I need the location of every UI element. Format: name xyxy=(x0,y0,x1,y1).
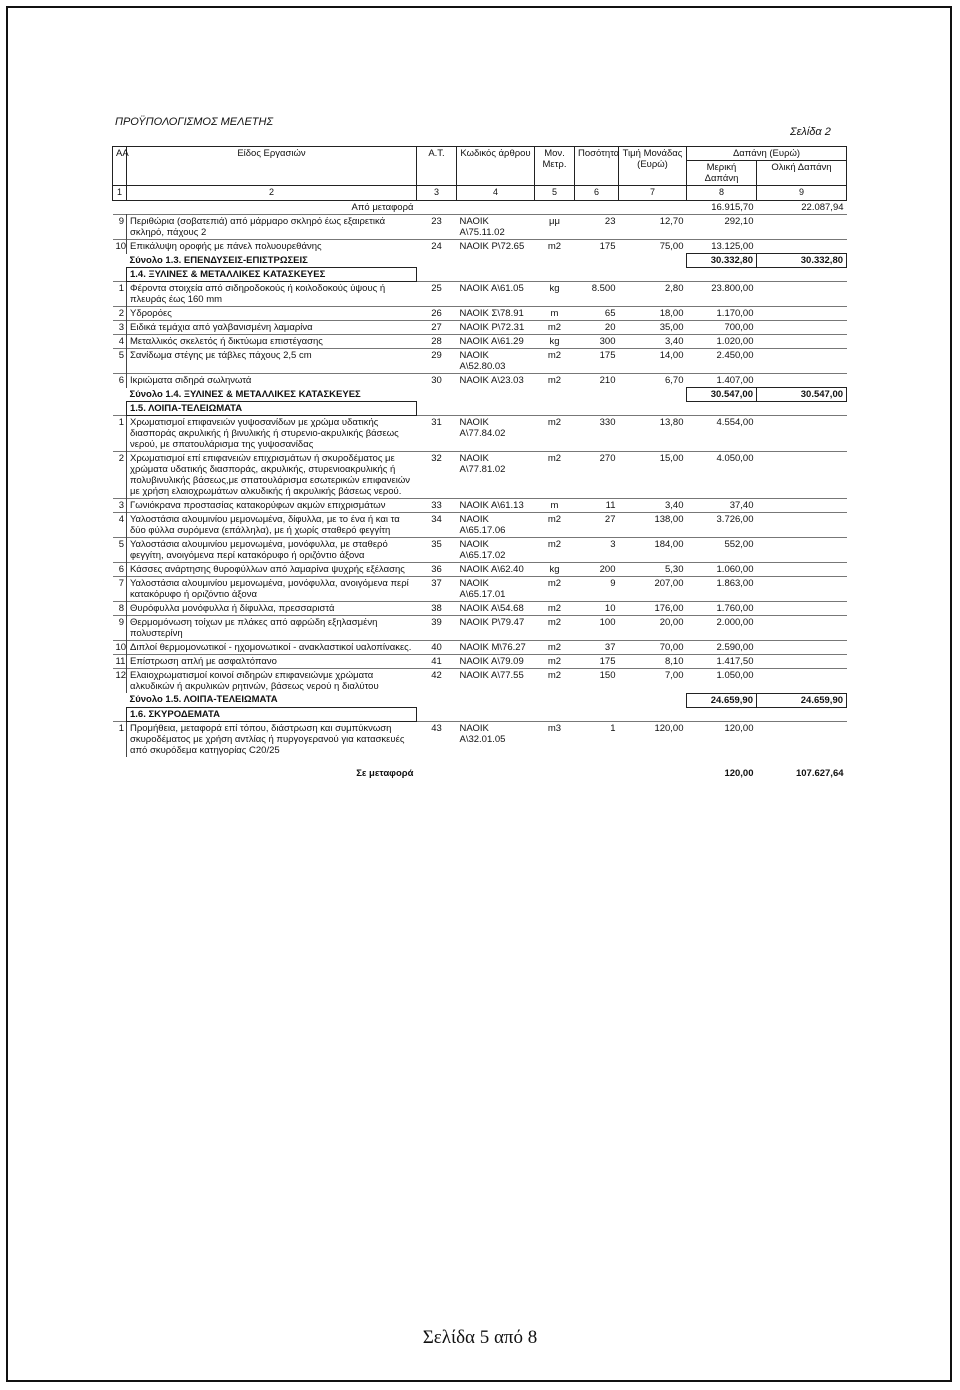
header-qty: Ποσότητα xyxy=(575,147,619,186)
col-index: 1 xyxy=(113,186,127,201)
section-total-partial: 24.659,90 xyxy=(687,693,757,707)
row-qty: 11 xyxy=(575,499,619,513)
row-at: 32 xyxy=(417,452,457,499)
row-unit: kg xyxy=(535,282,575,307)
row-unit: m2 xyxy=(535,602,575,616)
row-qty: 1 xyxy=(575,721,619,757)
row-price: 12,70 xyxy=(619,215,687,240)
row-price: 5,30 xyxy=(619,563,687,577)
row-at: 38 xyxy=(417,602,457,616)
row-price: 120,00 xyxy=(619,721,687,757)
row-aa: 1 xyxy=(113,282,127,307)
carry-out-total: 107.627,64 xyxy=(795,767,844,779)
row-total xyxy=(757,282,847,307)
row-qty: 100 xyxy=(575,616,619,641)
header-cost: Δαπάνη (Ευρώ) xyxy=(687,147,847,161)
row-price: 14,00 xyxy=(619,349,687,374)
row-code: ΝΑΟΙΚ Α\77.84.02 xyxy=(457,416,535,452)
table-row xyxy=(113,349,847,374)
carry-in-partial: 16.915,70 xyxy=(711,202,754,213)
table-row xyxy=(113,641,847,655)
row-total xyxy=(757,641,847,655)
col-index: 4 xyxy=(457,186,535,201)
row-code: ΝΑΟΙΚ Α\65.17.02 xyxy=(457,538,535,563)
carry-out-row xyxy=(113,767,847,780)
carry-out-partial: 120,00 xyxy=(724,767,754,779)
row-total xyxy=(757,538,847,563)
row-aa: 2 xyxy=(113,307,127,321)
row-code: ΝΑΟΙΚ Σ\78.91 xyxy=(457,307,535,321)
table-row xyxy=(113,538,847,563)
row-unit: m2 xyxy=(535,669,575,694)
document-title: ΠΡΟΫΠΟΛΟΓΙΣΜΟΣ ΜΕΛΕΤΗΣ xyxy=(115,116,274,128)
row-price: 3,40 xyxy=(619,499,687,513)
row-qty: 27 xyxy=(575,513,619,538)
row-description: Περιθώρια (σοβατεπιά) από μάρμαρο σκληρό έως εξαιρετικά σκληρό, πάχους 2 xyxy=(127,215,417,240)
row-unit: m2 xyxy=(535,641,575,655)
row-at: 26 xyxy=(417,307,457,321)
row-code: ΝΑΟΙΚ Ρ\72.31 xyxy=(457,321,535,335)
row-unit: m2 xyxy=(535,616,575,641)
header-row xyxy=(113,147,847,161)
row-unit: m xyxy=(535,307,575,321)
row-qty: 300 xyxy=(575,335,619,349)
row-total xyxy=(757,602,847,616)
row-total xyxy=(757,616,847,641)
row-aa: 7 xyxy=(113,577,127,602)
row-unit: μμ xyxy=(535,215,575,240)
header-price: Τιμή Μονάδας (Ευρώ) xyxy=(619,147,687,186)
table-row xyxy=(113,215,847,240)
row-unit: kg xyxy=(535,563,575,577)
table-row xyxy=(113,513,847,538)
col-index: 6 xyxy=(575,186,619,201)
total-spacer xyxy=(113,693,127,707)
row-qty: 20 xyxy=(575,321,619,335)
row-partial: 2.000,00 xyxy=(687,616,757,641)
row-price: 13,80 xyxy=(619,416,687,452)
section-total-partial: 30.547,00 xyxy=(687,388,757,402)
row-at: 36 xyxy=(417,563,457,577)
row-description: Επικάλυψη οροφής με πάνελ πολυουρεθάνης xyxy=(127,240,417,254)
row-total xyxy=(757,416,847,452)
row-description: Ειδικά τεμάχια από γαλβανισμένη λαμαρίνα xyxy=(127,321,417,335)
row-at: 42 xyxy=(417,669,457,694)
table-row xyxy=(113,416,847,452)
row-unit: m3 xyxy=(535,721,575,757)
row-partial: 4.554,00 xyxy=(687,416,757,452)
row-qty: 37 xyxy=(575,641,619,655)
section-spacer xyxy=(113,402,127,416)
row-partial: 23.800,00 xyxy=(687,282,757,307)
row-qty: 175 xyxy=(575,655,619,669)
carry-in-total: 22.087,94 xyxy=(801,202,844,213)
row-code: ΝΑΟΙΚ Α\54.68 xyxy=(457,602,535,616)
row-aa: 5 xyxy=(113,349,127,374)
row-description: Σανίδωμα στέγης με τάβλες πάχους 2,5 cm xyxy=(127,349,417,374)
col-index: 5 xyxy=(535,186,575,201)
section-fill xyxy=(417,268,847,282)
section-fill xyxy=(417,707,847,721)
row-description: Φέροντα στοιχεία από σιδηροδοκούς ή κοιλοδοκούς ύψους ή πλευράς έως 160 mm xyxy=(127,282,417,307)
header-at: Α.Τ. xyxy=(417,147,457,186)
row-total xyxy=(757,513,847,538)
row-total xyxy=(757,577,847,602)
row-unit: m2 xyxy=(535,538,575,563)
carry-in-row xyxy=(113,201,847,215)
row-qty: 200 xyxy=(575,563,619,577)
section-total-total: 24.659,90 xyxy=(757,693,847,707)
row-qty: 175 xyxy=(575,349,619,374)
header-partial: Μερική Δαπάνη xyxy=(687,161,757,186)
row-code: ΝΑΟΙΚ Α\61.13 xyxy=(457,499,535,513)
row-price: 35,00 xyxy=(619,321,687,335)
table-row xyxy=(113,374,847,388)
row-total xyxy=(757,563,847,577)
row-total xyxy=(757,721,847,757)
col-index: 3 xyxy=(417,186,457,201)
section-fill xyxy=(417,402,847,416)
row-aa: 4 xyxy=(113,335,127,349)
row-description: Επίστρωση απλή με ασφαλτόπανο xyxy=(127,655,417,669)
row-total xyxy=(757,335,847,349)
row-description: Υδρορόες xyxy=(127,307,417,321)
row-total xyxy=(757,349,847,374)
row-price: 70,00 xyxy=(619,641,687,655)
col-index: 7 xyxy=(619,186,687,201)
row-description: Προμήθεια, μεταφορά επί τόπου, διάστρωση και συμπύκνωση σκυροδέματος με χρήση αντλίας ή πυργογερανού για κατασκευές από σκυρόδεμα κατηγορίας C20/25 xyxy=(127,721,417,757)
row-aa: 1 xyxy=(113,416,127,452)
row-partial: 1.417,50 xyxy=(687,655,757,669)
row-partial: 1.060,00 xyxy=(687,563,757,577)
row-unit: m2 xyxy=(535,452,575,499)
row-total xyxy=(757,669,847,694)
row-unit: m2 xyxy=(535,416,575,452)
row-partial: 1.407,00 xyxy=(687,374,757,388)
carry-spacer xyxy=(113,767,127,780)
table-row xyxy=(113,335,847,349)
row-partial: 13.125,00 xyxy=(687,240,757,254)
row-aa: 3 xyxy=(113,321,127,335)
section-total-total: 30.547,00 xyxy=(757,388,847,402)
row-price: 2,80 xyxy=(619,282,687,307)
row-qty: 10 xyxy=(575,602,619,616)
row-price: 176,00 xyxy=(619,602,687,616)
row-at: 35 xyxy=(417,538,457,563)
section-total-partial: 30.332,80 xyxy=(687,254,757,268)
section-title-row xyxy=(113,707,847,721)
row-partial: 552,00 xyxy=(687,538,757,563)
table-row xyxy=(113,321,847,335)
row-price: 75,00 xyxy=(619,240,687,254)
row-at: 29 xyxy=(417,349,457,374)
table-row xyxy=(113,563,847,577)
row-aa: 9 xyxy=(113,616,127,641)
row-aa: 11 xyxy=(113,655,127,669)
row-price: 207,00 xyxy=(619,577,687,602)
row-partial: 120,00 xyxy=(687,721,757,757)
row-price: 15,00 xyxy=(619,452,687,499)
row-aa: 12 xyxy=(113,669,127,694)
row-partial: 2.450,00 xyxy=(687,349,757,374)
row-code: ΝΑΟΙΚ Α\23.03 xyxy=(457,374,535,388)
col-index: 9 xyxy=(757,186,847,201)
table-row xyxy=(113,307,847,321)
row-aa: 2 xyxy=(113,452,127,499)
row-unit: m2 xyxy=(535,513,575,538)
section-total-total: 30.332,80 xyxy=(757,254,847,268)
row-qty: 8.500 xyxy=(575,282,619,307)
sheet-page-label: Σελίδα 2 xyxy=(790,126,831,138)
row-aa: 8 xyxy=(113,602,127,616)
row-description: Ελαιοχρωματισμοί κοινοί σιδηρών επιφανειώνμε χρώματα αλκυδικών ή ακρυλικών ρητινών, βάσεως νερού η διαλύτου xyxy=(127,669,417,694)
row-price: 184,00 xyxy=(619,538,687,563)
row-partial: 37,40 xyxy=(687,499,757,513)
row-code: ΝΑΟΙΚ Α\32.01.05 xyxy=(457,721,535,757)
table-row xyxy=(113,721,847,757)
row-at: 39 xyxy=(417,616,457,641)
row-description: Γωνιόκρανα προστασίας κατακορύφων ακμών επιχρισμάτων xyxy=(127,499,417,513)
row-price: 7,00 xyxy=(619,669,687,694)
row-description: Μεταλλικός σκελετός ή δικτύωμα επιστέγασης xyxy=(127,335,417,349)
table-row xyxy=(113,616,847,641)
section-spacer xyxy=(113,268,127,282)
row-total xyxy=(757,655,847,669)
row-aa: 9 xyxy=(113,215,127,240)
row-code: ΝΑΟΙΚ Α\77.81.02 xyxy=(457,452,535,499)
section-total-label: Σύνολο 1.4. ΞΥΛΙΝΕΣ & ΜΕΤΑΛΛΙΚΕΣ ΚΑΤΑΣΚΕΥΕΣ xyxy=(129,388,361,400)
row-description: Υαλοστάσια αλουμινίου μεμονωμένα, μονόφυλλα, με σταθερό φεγγίτη, ανοιγόμενα περί κατακόρυφο ή οριζόντιο άξονα xyxy=(127,538,417,563)
row-total xyxy=(757,215,847,240)
table-row xyxy=(113,452,847,499)
row-qty: 3 xyxy=(575,538,619,563)
row-code: ΝΑΟΙΚ Α\65.17.01 xyxy=(457,577,535,602)
row-at: 41 xyxy=(417,655,457,669)
row-partial: 4.050,00 xyxy=(687,452,757,499)
row-total xyxy=(757,240,847,254)
row-total xyxy=(757,321,847,335)
row-aa: 3 xyxy=(113,499,127,513)
row-total xyxy=(757,499,847,513)
row-aa: 5 xyxy=(113,538,127,563)
row-total xyxy=(757,452,847,499)
row-total xyxy=(757,374,847,388)
row-partial: 292,10 xyxy=(687,215,757,240)
row-unit: m2 xyxy=(535,240,575,254)
row-code: ΝΑΟΙΚ Α\79.09 xyxy=(457,655,535,669)
row-at: 23 xyxy=(417,215,457,240)
row-price: 18,00 xyxy=(619,307,687,321)
section-title: 1.5. ΛΟΙΠΑ-ΤΕΛΕΙΩΜΑΤΑ xyxy=(127,402,417,416)
col-index: 2 xyxy=(127,186,417,201)
row-description: Χρωματισμοί επί επιφανειών επιχρισμάτων ή σκυροδέματος με χρώματα υδατικής διασποράς, ακρυλικής, στυρενιοακρυλικής ή πολυβινυλικής βάσεως,με σπατουλάρισμα εσωτερικών επιφανειών με χρήση ελαιοχρωμάτων αλκυδικής ή ακρυλικής βάσεως νερού. xyxy=(127,452,417,499)
header-unit: Μον. Μετρ. xyxy=(535,147,575,186)
row-at: 24 xyxy=(417,240,457,254)
row-description: Διπλοί θερμομονωτικοί - ηχομονωτικοί - ανακλαστικοί υαλοπίνακες. xyxy=(127,641,417,655)
section-total-row xyxy=(113,254,847,268)
table-row xyxy=(113,655,847,669)
row-at: 27 xyxy=(417,321,457,335)
table-row xyxy=(113,499,847,513)
carry-out-label: Σε μεταφορά xyxy=(356,767,414,779)
row-partial: 1.020,00 xyxy=(687,335,757,349)
row-unit: m2 xyxy=(535,349,575,374)
row-code: ΝΑΟΙΚ Μ\76.27 xyxy=(457,641,535,655)
row-qty: 9 xyxy=(575,577,619,602)
header-aa: ΑΑ xyxy=(113,147,127,186)
page-footer: Σελίδα 5 από 8 xyxy=(422,1327,538,1348)
section-total-label: Σύνολο 1.3. ΕΠΕΝΔΥΣΕΙΣ-ΕΠΙΣΤΡΩΣΕΙΣ xyxy=(129,254,308,266)
row-qty: 150 xyxy=(575,669,619,694)
table-row xyxy=(113,669,847,694)
row-code: ΝΑΟΙΚ Α\61.05 xyxy=(457,282,535,307)
column-index-row xyxy=(113,186,847,201)
budget-table xyxy=(112,146,847,780)
row-qty: 270 xyxy=(575,452,619,499)
row-unit: m xyxy=(535,499,575,513)
row-code: ΝΑΟΙΚ Α\65.17.06 xyxy=(457,513,535,538)
carry-in-label: Από μεταφορά xyxy=(351,202,414,213)
row-partial: 1.863,00 xyxy=(687,577,757,602)
row-unit: m2 xyxy=(535,577,575,602)
row-qty: 330 xyxy=(575,416,619,452)
row-at: 37 xyxy=(417,577,457,602)
total-spacer xyxy=(113,254,127,268)
row-at: 34 xyxy=(417,513,457,538)
row-description: Θυρόφυλλα μονόφυλλα ή δίφυλλα, πρεσσαριστά xyxy=(127,602,417,616)
row-unit: m2 xyxy=(535,321,575,335)
section-title: 1.6. ΣΚΥΡΟΔΕΜΑΤΑ xyxy=(127,707,417,721)
header-work: Είδος Εργασιών xyxy=(127,147,417,186)
row-description: Κάσσες ανάρτησης θυροφύλλων από λαμαρίνα ψυχρής εξέλασης xyxy=(127,563,417,577)
row-description: Υαλοστάσια αλουμινίου μεμονωμένα, μονόφυλλα, ανοιγόμενα περί κατακόρυφο ή οριζόντιο άξονα xyxy=(127,577,417,602)
section-spacer xyxy=(113,707,127,721)
row-unit: m2 xyxy=(535,374,575,388)
section-total-label: Σύνολο 1.5. ΛΟΙΠΑ-ΤΕΛΕΙΩΜΑΤΑ xyxy=(129,694,278,705)
section-title-row xyxy=(113,268,847,282)
row-aa: 6 xyxy=(113,563,127,577)
row-price: 138,00 xyxy=(619,513,687,538)
row-aa: 6 xyxy=(113,374,127,388)
row-unit: kg xyxy=(535,335,575,349)
row-aa: 4 xyxy=(113,513,127,538)
header-code: Κωδικός άρθρου xyxy=(457,147,535,186)
row-partial: 2.590,00 xyxy=(687,641,757,655)
row-qty: 65 xyxy=(575,307,619,321)
row-at: 25 xyxy=(417,282,457,307)
section-total-row xyxy=(113,693,847,707)
row-partial: 1.170,00 xyxy=(687,307,757,321)
row-unit: m2 xyxy=(535,655,575,669)
row-partial: 3.726,00 xyxy=(687,513,757,538)
row-at: 30 xyxy=(417,374,457,388)
row-at: 43 xyxy=(417,721,457,757)
table-row xyxy=(113,240,847,254)
section-total-row xyxy=(113,388,847,402)
row-qty: 23 xyxy=(575,215,619,240)
row-price: 20,00 xyxy=(619,616,687,641)
row-code: ΝΑΟΙΚ Ρ\72.65 xyxy=(457,240,535,254)
carry-fill xyxy=(417,767,687,780)
row-partial: 700,00 xyxy=(687,321,757,335)
row-code: ΝΑΟΙΚ Α\77.55 xyxy=(457,669,535,694)
row-partial: 1.760,00 xyxy=(687,602,757,616)
row-aa: 1 xyxy=(113,721,127,757)
row-description: Ικριώματα σιδηρά σωληνωτά xyxy=(127,374,417,388)
table-row xyxy=(113,282,847,307)
row-description: Θερμομόνωση τοίχων με πλάκες από αφρώδη εξηλασμένη πολυστερίνη xyxy=(127,616,417,641)
row-code: ΝΑΟΙΚ Α\61.29 xyxy=(457,335,535,349)
section-title: 1.4. ΞΥΛΙΝΕΣ & ΜΕΤΑΛΛΙΚΕΣ ΚΑΤΑΣΚΕΥΕΣ xyxy=(127,268,417,282)
row-aa: 10 xyxy=(113,240,127,254)
row-code: ΝΑΟΙΚ Α\62.40 xyxy=(457,563,535,577)
table-row xyxy=(113,602,847,616)
row-aa: 10 xyxy=(113,641,127,655)
row-at: 28 xyxy=(417,335,457,349)
row-at: 40 xyxy=(417,641,457,655)
section-title-row xyxy=(113,402,847,416)
row-description: Χρωματισμοί επιφανειών γυψοσανίδων με χρώμα υδατικής διασποράς ακρυλικής ή βινυλικής ή στυρενιο-ακρυλικής βάσεως νερού, με σπατουλάρισμα της γυψοσανίδας xyxy=(127,416,417,452)
row-description: Υαλοστάσια αλουμινίου μεμονωμένα, δίφυλλα, με το ένα ή και τα δύο φύλλα συρόμενα (επάλληλα), με ή χωρίς σταθερό φεγγίτη xyxy=(127,513,417,538)
row-code: ΝΑΟΙΚ Ρ\79.47 xyxy=(457,616,535,641)
row-code: ΝΑΟΙΚ Α\75.11.02 xyxy=(457,215,535,240)
row-at: 31 xyxy=(417,416,457,452)
row-at: 33 xyxy=(417,499,457,513)
row-partial: 1.050,00 xyxy=(687,669,757,694)
row-price: 3,40 xyxy=(619,335,687,349)
header-total: Ολική Δαπάνη xyxy=(757,161,847,186)
row-qty: 210 xyxy=(575,374,619,388)
row-code: ΝΑΟΙΚ Α\52.80.03 xyxy=(457,349,535,374)
table-body xyxy=(113,201,847,780)
table-row xyxy=(113,577,847,602)
col-index: 8 xyxy=(687,186,757,201)
row-price: 6,70 xyxy=(619,374,687,388)
row-price: 8,10 xyxy=(619,655,687,669)
row-total xyxy=(757,307,847,321)
spacer-row xyxy=(113,757,847,767)
total-spacer xyxy=(113,388,127,402)
row-qty: 175 xyxy=(575,240,619,254)
